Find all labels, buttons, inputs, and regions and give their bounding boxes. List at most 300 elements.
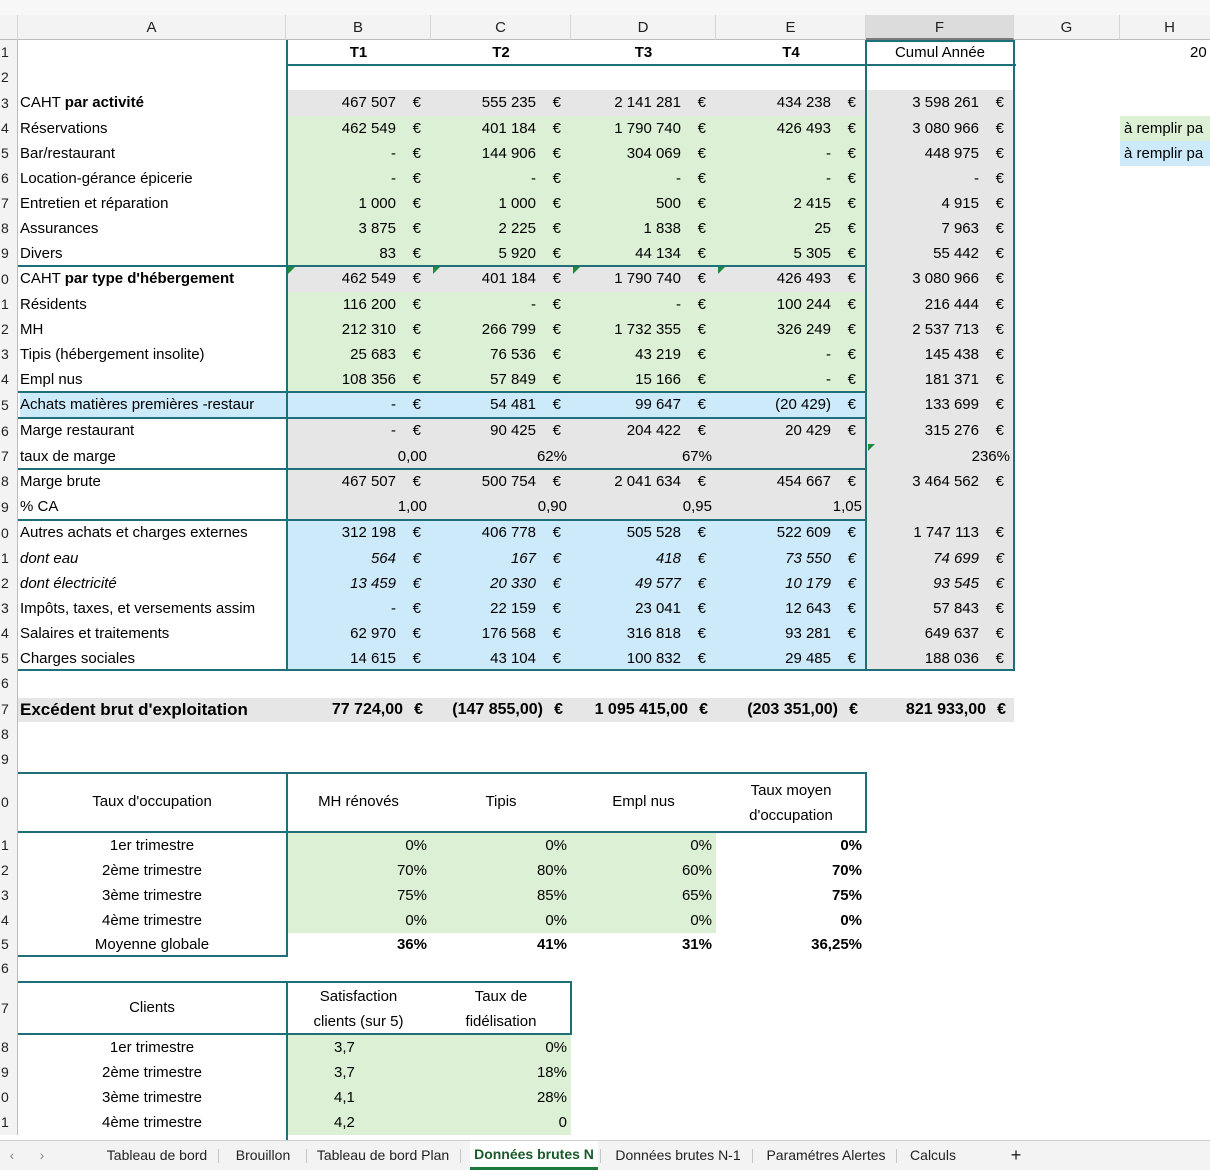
table-border — [18, 669, 1015, 671]
euro-symbol: € — [847, 120, 856, 137]
row-header[interactable]: 2 — [0, 65, 18, 90]
value-cell[interactable] — [286, 241, 431, 266]
value-cell[interactable] — [716, 292, 866, 317]
cell-value: 20 429 — [785, 422, 831, 439]
row-header[interactable]: 5 — [0, 392, 18, 418]
table-border — [1013, 40, 1015, 671]
sheet-tab-0[interactable]: Tableau de bord — [106, 1147, 208, 1163]
cell-value: 401 184 — [481, 270, 536, 287]
value-cell[interactable] — [431, 392, 571, 418]
value-cell[interactable] — [431, 216, 571, 241]
select-all-corner[interactable] — [0, 15, 18, 40]
row-label — [20, 292, 286, 317]
euro-symbol: € — [995, 296, 1004, 313]
euro-symbol: € — [699, 701, 708, 718]
tab-prev-icon[interactable]: ‹ — [9, 1147, 15, 1163]
value-cell[interactable] — [431, 241, 571, 266]
cumul-cell[interactable] — [866, 216, 1014, 241]
value-cell[interactable] — [571, 392, 716, 418]
value-cell[interactable] — [286, 444, 431, 469]
sheet-tab-6[interactable]: Calculs — [910, 1147, 956, 1163]
value-cell[interactable] — [286, 520, 431, 546]
cumul-cell[interactable] — [866, 646, 1014, 671]
row-header[interactable]: 5 — [0, 646, 18, 671]
occupation-row-label: 2ème trimestre — [101, 862, 203, 879]
value-cell[interactable] — [286, 469, 431, 494]
euro-symbol: € — [552, 396, 561, 413]
occupation-value[interactable]: 0% — [431, 833, 571, 858]
value-cell[interactable] — [571, 166, 716, 191]
value-cell[interactable] — [286, 392, 431, 418]
euro-symbol: € — [995, 220, 1004, 237]
euro-symbol: € — [995, 321, 1004, 338]
clients-header: Satisfaction — [319, 988, 398, 1005]
value-cell[interactable] — [571, 418, 716, 444]
occupation-value[interactable]: 85% — [431, 883, 571, 908]
row-header[interactable]: 5 — [0, 141, 18, 166]
row-header[interactable]: 7 — [0, 191, 18, 216]
cell-value: 20 330 — [490, 575, 536, 592]
euro-symbol: € — [847, 524, 856, 541]
occupation-value[interactable]: 0% — [431, 908, 571, 933]
value-cell[interactable] — [716, 166, 866, 191]
value-cell[interactable] — [716, 367, 866, 392]
table-border — [286, 40, 288, 671]
clients-border — [286, 981, 288, 1140]
tab-separator — [896, 1149, 897, 1163]
value-cell[interactable] — [286, 571, 431, 596]
column-header-g[interactable]: G — [1014, 15, 1120, 40]
cumul-cell[interactable] — [866, 292, 1014, 317]
cell-value: 25 — [814, 220, 831, 237]
row-label-text: dont électricité — [20, 575, 117, 592]
row-header[interactable]: 8 — [0, 469, 18, 494]
value-cell[interactable] — [716, 546, 866, 571]
row-header[interactable]: 0 — [0, 266, 18, 292]
value-cell[interactable] — [431, 571, 571, 596]
cumul-cell[interactable] — [866, 621, 1014, 646]
euro-symbol: € — [847, 245, 856, 262]
clients-fidelisation[interactable]: 18% — [431, 1060, 571, 1085]
cell-value: - — [531, 170, 536, 187]
euro-symbol: € — [697, 371, 706, 388]
value-cell[interactable] — [716, 418, 866, 444]
euro-symbol: € — [847, 396, 856, 413]
row-label — [20, 216, 286, 241]
column-header-a[interactable]: A — [18, 15, 286, 40]
value-cell[interactable] — [571, 546, 716, 571]
row-header[interactable]: 9 — [0, 494, 18, 520]
ebe-value-cell[interactable] — [716, 698, 866, 722]
value-cell[interactable] — [571, 241, 716, 266]
sheet-tab-3[interactable]: Données brutes N — [470, 1141, 598, 1170]
cumul-cell[interactable] — [866, 367, 1014, 392]
row-header[interactable]: 8 — [0, 722, 18, 747]
occupation-border — [865, 772, 867, 833]
row-header[interactable]: 7 — [0, 981, 18, 1035]
row-header[interactable]: 1 — [0, 292, 18, 317]
cumul-cell[interactable] — [866, 418, 1014, 444]
euro-symbol: € — [995, 473, 1004, 490]
euro-symbol: € — [697, 650, 706, 667]
sheet-tab-2[interactable]: Tableau de bord Plan — [316, 1147, 450, 1163]
value-cell[interactable] — [716, 216, 866, 241]
cell-value: 73 550 — [785, 550, 831, 567]
cell-value: 3 875 — [358, 220, 396, 237]
occupation-value[interactable]: 0% — [286, 908, 431, 933]
value-cell[interactable] — [716, 646, 866, 671]
cell-value: 1 000 — [358, 195, 396, 212]
value-cell[interactable] — [286, 216, 431, 241]
row-header[interactable]: 8 — [0, 1035, 18, 1060]
value-cell[interactable] — [571, 520, 716, 546]
cumul-cell[interactable] — [866, 166, 1014, 191]
occupation-value[interactable]: 0% — [571, 908, 716, 933]
cell-value: - — [826, 170, 831, 187]
row-label-text: dont eau — [20, 550, 79, 567]
cell-value: 22 159 — [490, 600, 536, 617]
value-cell[interactable] — [286, 292, 431, 317]
occupation-value[interactable]: 80% — [431, 858, 571, 883]
euro-symbol: € — [995, 396, 1004, 413]
value-cell[interactable] — [286, 141, 431, 166]
cell-value: - — [391, 170, 396, 187]
cumul-cell[interactable] — [866, 116, 1014, 141]
occupation-header: Taux moyen — [750, 782, 832, 799]
cell-value: 62 970 — [350, 625, 396, 642]
value-cell[interactable] — [431, 621, 571, 646]
value-cell[interactable] — [716, 90, 866, 116]
cumul-cell[interactable] — [866, 571, 1014, 596]
row-header[interactable]: 1 — [0, 546, 18, 571]
euro-symbol: € — [552, 625, 561, 642]
row-header[interactable]: 6 — [0, 956, 18, 981]
clients-title: Clients — [129, 999, 175, 1016]
clients-satisfaction[interactable]: 3,7 — [286, 1035, 431, 1060]
euro-symbol: € — [412, 321, 421, 338]
value-cell[interactable] — [431, 342, 571, 367]
cell-value: 564 — [370, 550, 396, 567]
value-cell[interactable] — [431, 166, 571, 191]
row-label — [20, 418, 286, 444]
cell-value: 10 179 — [785, 575, 831, 592]
euro-symbol: € — [552, 170, 561, 187]
cell-value: 2 141 281 — [614, 94, 681, 111]
cell-value: 23 041 — [635, 600, 681, 617]
column-header-h[interactable]: H — [1120, 15, 1210, 40]
value-cell[interactable] — [286, 116, 431, 141]
cell-value: - — [531, 296, 536, 313]
row-header[interactable]: 9 — [0, 241, 18, 266]
value-cell[interactable] — [716, 621, 866, 646]
value-cell[interactable] — [716, 342, 866, 367]
cumul-cell[interactable] — [866, 596, 1014, 621]
clients-fidelisation[interactable]: 28% — [431, 1085, 571, 1110]
cumul-value: 57 843 — [933, 600, 979, 617]
value-cell[interactable] — [431, 444, 571, 469]
value-cell[interactable] — [571, 342, 716, 367]
row-header[interactable]: 4 — [0, 116, 18, 141]
column-header-f[interactable]: F — [866, 15, 1014, 40]
value-cell[interactable] — [571, 646, 716, 671]
cumul-cell[interactable] — [866, 520, 1014, 546]
occupation-value[interactable]: 0% — [571, 833, 716, 858]
row-header[interactable]: 4 — [0, 621, 18, 646]
occupation-value[interactable]: 70% — [286, 858, 431, 883]
value-cell[interactable] — [716, 596, 866, 621]
row-header[interactable]: 5 — [0, 933, 18, 956]
value-cell[interactable] — [431, 266, 571, 292]
value-cell[interactable] — [571, 367, 716, 392]
column-header-b[interactable]: B — [286, 15, 431, 40]
euro-symbol: € — [552, 650, 561, 667]
value-cell[interactable] — [571, 141, 716, 166]
clients-row-label: 1er trimestre — [109, 1039, 195, 1056]
value-cell[interactable] — [716, 469, 866, 494]
cell-value: 1 732 355 — [614, 321, 681, 338]
clients-satisfaction[interactable]: 3,7 — [286, 1060, 431, 1085]
cell-value: 100 832 — [626, 650, 681, 667]
row-header[interactable]: 1 — [0, 833, 18, 858]
cumul-cell[interactable] — [866, 444, 1014, 469]
cell-value: 1 790 740 — [614, 270, 681, 287]
value-cell[interactable] — [716, 494, 866, 520]
cumul-value: 3 080 966 — [912, 120, 979, 137]
row-label-text: Divers — [20, 245, 63, 262]
cumul-cell[interactable] — [866, 141, 1014, 166]
value-cell[interactable] — [431, 367, 571, 392]
euro-symbol: € — [697, 321, 706, 338]
ebe-value-cell[interactable] — [286, 698, 431, 722]
ebe-total-cell[interactable] — [866, 698, 1014, 722]
cumul-value: 145 438 — [924, 346, 979, 363]
row-header[interactable]: 1 — [0, 1110, 18, 1135]
value-cell[interactable] — [286, 266, 431, 292]
value-cell[interactable] — [286, 317, 431, 342]
value-cell[interactable] — [716, 141, 866, 166]
occupation-avg: 0% — [840, 837, 862, 854]
value-cell[interactable] — [431, 646, 571, 671]
ebe-value-cell[interactable] — [571, 698, 716, 722]
value-cell[interactable] — [716, 392, 866, 418]
value-cell[interactable] — [286, 191, 431, 216]
cumul-cell[interactable] — [866, 191, 1014, 216]
occupation-border — [18, 831, 867, 833]
cumul-cell[interactable] — [866, 90, 1014, 116]
tab-next-icon[interactable]: › — [39, 1147, 45, 1163]
value-cell[interactable] — [571, 216, 716, 241]
clients-satisfaction[interactable]: 4,2 — [286, 1110, 431, 1135]
value-cell[interactable] — [571, 494, 716, 520]
row-header[interactable]: 2 — [0, 858, 18, 883]
value-cell[interactable] — [431, 141, 571, 166]
clients-fidelisation[interactable]: 0 — [431, 1110, 571, 1135]
value-cell[interactable] — [431, 90, 571, 116]
value-cell[interactable] — [716, 571, 866, 596]
value-cell[interactable] — [571, 621, 716, 646]
row-header[interactable]: 0 — [0, 520, 18, 546]
euro-symbol: € — [847, 473, 856, 490]
sheet-tab-5[interactable]: Paramétres Alertes — [766, 1147, 886, 1163]
value-cell[interactable] — [571, 571, 716, 596]
row-header[interactable]: 2 — [0, 571, 18, 596]
value-cell[interactable] — [571, 266, 716, 292]
occupation-header: Tipis — [485, 793, 517, 810]
row-label-text: Tipis (hébergement insolite) — [20, 346, 205, 363]
euro-symbol: € — [412, 94, 421, 111]
row-label-text: CAHT — [20, 94, 65, 111]
row-header[interactable]: 4 — [0, 367, 18, 392]
cumul-value: 188 036 — [924, 650, 979, 667]
cumul-cell[interactable] — [866, 392, 1014, 418]
euro-symbol: € — [697, 270, 706, 287]
occupation-global-label: Moyenne globale — [94, 936, 210, 953]
cumul-cell[interactable] — [866, 342, 1014, 367]
euro-symbol: € — [995, 270, 1004, 287]
cell-value: 5 920 — [498, 245, 536, 262]
cumul-cell[interactable] — [866, 546, 1014, 571]
occupation-value[interactable]: 75% — [286, 883, 431, 908]
value-cell[interactable] — [431, 418, 571, 444]
value-cell[interactable] — [286, 646, 431, 671]
row-header[interactable]: 3 — [0, 596, 18, 621]
row-header[interactable]: 9 — [0, 1060, 18, 1085]
value-cell[interactable] — [286, 342, 431, 367]
euro-symbol: € — [412, 120, 421, 137]
cumul-cell[interactable] — [866, 494, 1014, 520]
cell-value: 522 609 — [776, 524, 831, 541]
euro-symbol: € — [995, 371, 1004, 388]
value-cell[interactable] — [571, 596, 716, 621]
value-cell[interactable] — [571, 90, 716, 116]
add-sheet-icon[interactable]: + — [1010, 1145, 1022, 1165]
value-cell[interactable] — [431, 191, 571, 216]
row-header[interactable]: 0 — [0, 1085, 18, 1110]
value-cell[interactable] — [716, 241, 866, 266]
value-cell[interactable] — [286, 418, 431, 444]
value-cell[interactable] — [431, 596, 571, 621]
occupation-global-value: 41% — [536, 936, 567, 953]
clients-fidelisation[interactable]: 0% — [431, 1035, 571, 1060]
row-header[interactable]: 7 — [0, 444, 18, 469]
value-cell[interactable] — [716, 116, 866, 141]
row-header[interactable]: 6 — [0, 418, 18, 444]
cumul-cell[interactable] — [866, 469, 1014, 494]
euro-symbol: € — [847, 145, 856, 162]
row-header[interactable]: 4 — [0, 908, 18, 933]
cell-value: 426 493 — [776, 120, 831, 137]
euro-symbol: € — [552, 600, 561, 617]
sheet-tab-4[interactable]: Données brutes N-1 — [615, 1147, 741, 1163]
occupation-value[interactable]: 0% — [286, 833, 431, 858]
value-cell[interactable] — [286, 90, 431, 116]
value-cell[interactable] — [431, 520, 571, 546]
header-t1: T1 — [349, 44, 368, 61]
tab-separator — [306, 1149, 307, 1163]
column-header-c[interactable]: C — [431, 15, 571, 40]
cumul-cell[interactable] — [866, 317, 1014, 342]
cumul-cell[interactable] — [866, 241, 1014, 266]
value-cell[interactable] — [431, 469, 571, 494]
value-cell[interactable] — [716, 520, 866, 546]
ebe-value-cell[interactable] — [431, 698, 571, 722]
occupation-value[interactable]: 60% — [571, 858, 716, 883]
value-cell[interactable] — [431, 494, 571, 520]
column-header-d[interactable]: D — [571, 15, 716, 40]
euro-symbol: € — [995, 245, 1004, 262]
value-cell[interactable] — [431, 546, 571, 571]
cell-value: 2 225 — [498, 220, 536, 237]
value-cell[interactable] — [431, 116, 571, 141]
cumul-value: 7 963 — [941, 220, 979, 237]
row-header[interactable]: 1 — [0, 40, 18, 65]
value-cell[interactable] — [571, 116, 716, 141]
sheet-tab-1[interactable]: Brouillon — [235, 1147, 291, 1163]
value-cell[interactable] — [286, 621, 431, 646]
row-label — [20, 444, 286, 469]
row-header[interactable]: 8 — [0, 216, 18, 241]
value-cell[interactable] — [571, 292, 716, 317]
cell-value: 76 536 — [490, 346, 536, 363]
value-cell[interactable] — [431, 317, 571, 342]
row-label — [20, 166, 286, 191]
row-label-bold-text: par activité — [64, 94, 144, 111]
row-header[interactable]: 3 — [0, 883, 18, 908]
value-cell[interactable] — [571, 191, 716, 216]
column-header-e[interactable]: E — [716, 15, 866, 40]
euro-symbol: € — [552, 195, 561, 212]
row-header[interactable]: 9 — [0, 747, 18, 772]
cell-value: 2 415 — [793, 195, 831, 212]
value-cell[interactable] — [716, 317, 866, 342]
row-header[interactable]: 6 — [0, 166, 18, 191]
row-header[interactable]: 3 — [0, 90, 18, 116]
value-cell[interactable] — [286, 546, 431, 571]
value-cell[interactable] — [286, 367, 431, 392]
value-cell[interactable] — [431, 292, 571, 317]
row-header[interactable]: 3 — [0, 342, 18, 367]
row-label — [20, 367, 286, 392]
row-header[interactable]: 7 — [0, 696, 18, 722]
euro-symbol: € — [552, 575, 561, 592]
comment-marker — [718, 267, 725, 274]
row-header[interactable]: 0 — [0, 772, 18, 833]
value-cell[interactable] — [571, 444, 716, 469]
cell-value: 555 235 — [481, 94, 536, 111]
value-cell[interactable] — [286, 166, 431, 191]
value-cell[interactable] — [571, 469, 716, 494]
value-cell[interactable] — [716, 444, 866, 469]
cell-value: 49 577 — [635, 575, 681, 592]
row-header[interactable]: 2 — [0, 317, 18, 342]
row-header[interactable]: 6 — [0, 671, 18, 696]
cell-value: - — [391, 145, 396, 162]
euro-symbol: € — [995, 195, 1004, 212]
cumul-cell[interactable] — [866, 266, 1014, 292]
row-label — [20, 141, 286, 166]
euro-symbol: € — [847, 270, 856, 287]
value-cell[interactable] — [716, 266, 866, 292]
value-cell[interactable] — [716, 191, 866, 216]
value-cell[interactable] — [286, 596, 431, 621]
value-cell[interactable] — [286, 494, 431, 520]
occupation-value[interactable]: 65% — [571, 883, 716, 908]
euro-symbol: € — [412, 145, 421, 162]
clients-satisfaction[interactable]: 4,1 — [286, 1085, 431, 1110]
value-cell[interactable] — [571, 317, 716, 342]
cell-value: 15 166 — [635, 371, 681, 388]
cell-value: 326 249 — [776, 321, 831, 338]
